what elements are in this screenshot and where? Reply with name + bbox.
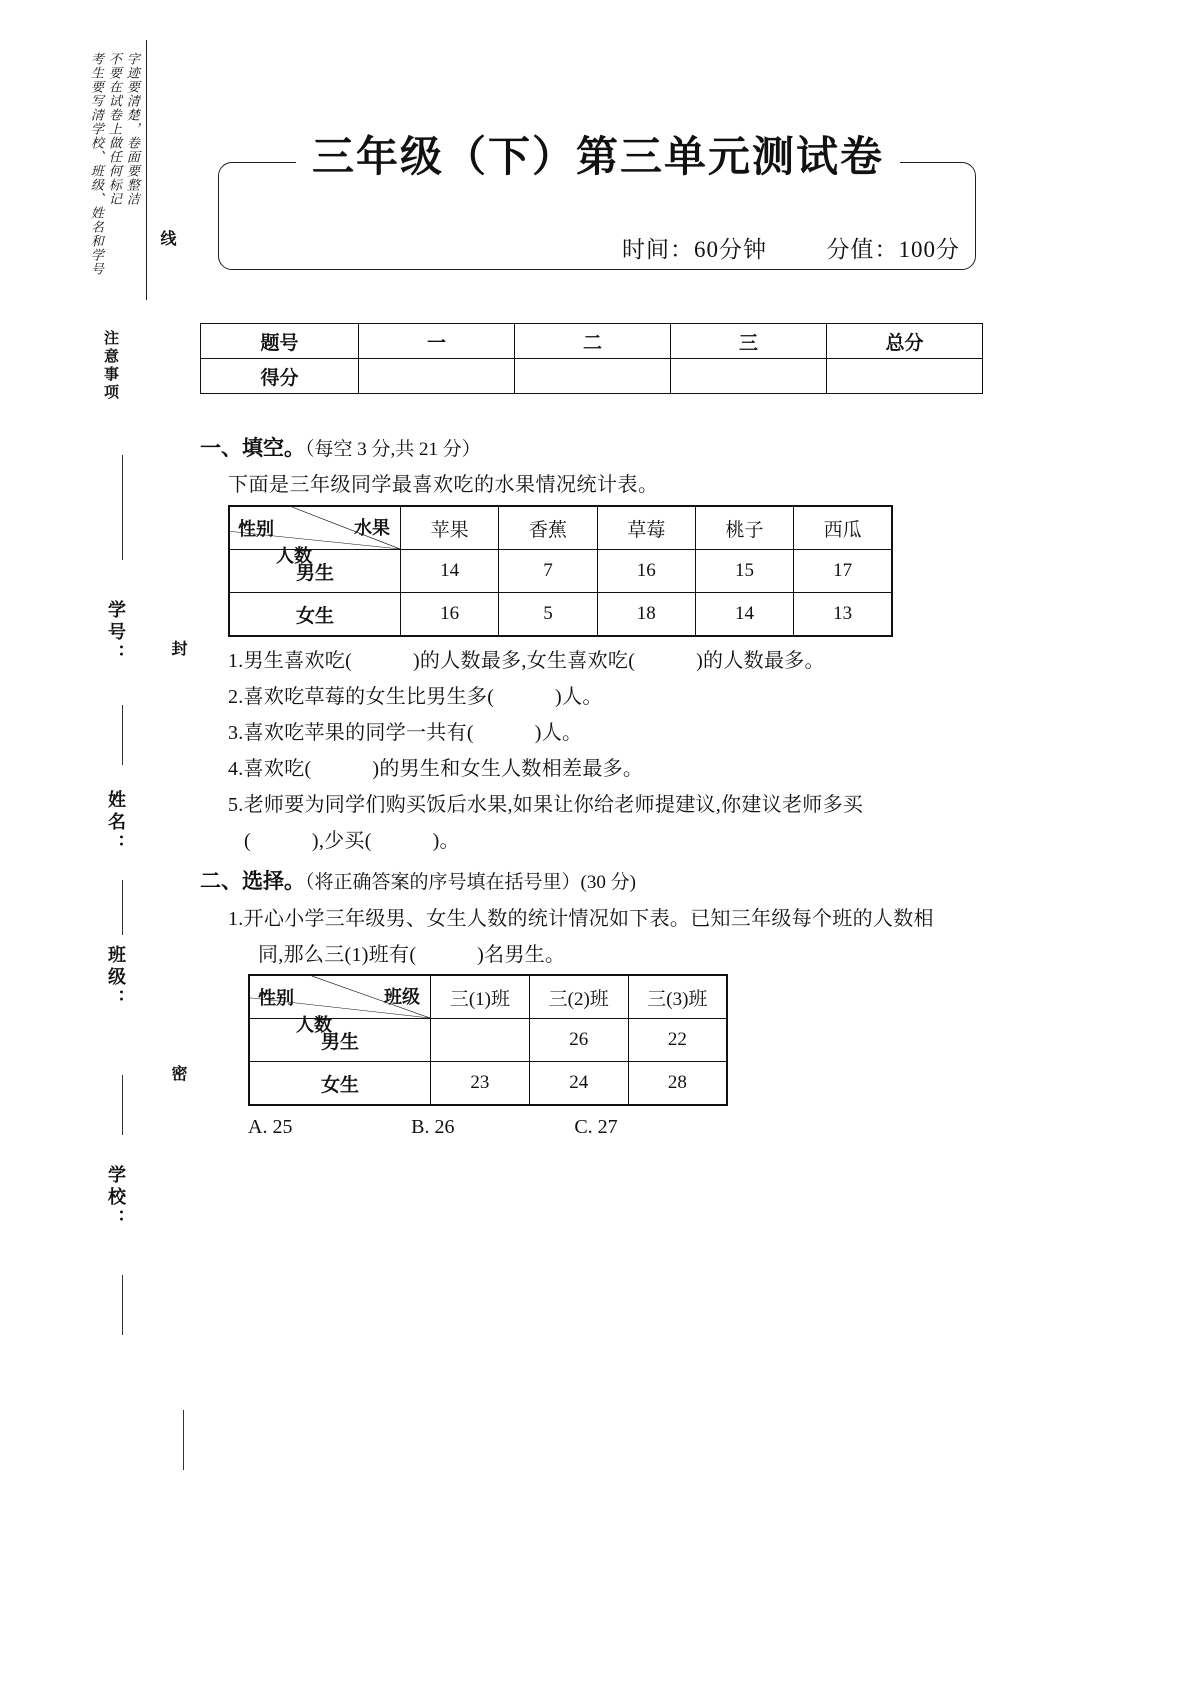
fruit-col-header-4: 西瓜 xyxy=(794,506,892,550)
seal-char-feng: 封 xyxy=(169,640,186,658)
section1-lead: 下面是三年级同学最喜欢吃的水果情况统计表。 xyxy=(228,474,659,496)
class-female-c1: 23 xyxy=(431,1062,530,1106)
section1-question-1: 1.男生喜欢吃( )的人数最多,女生喜欢吃( )的人数最多。 xyxy=(228,650,825,672)
corner-bottom-left-label: 性别 xyxy=(238,519,274,540)
class-female-c2: 24 xyxy=(529,1062,628,1106)
table-row xyxy=(249,1062,727,1106)
class-male-c1 xyxy=(431,1019,530,1062)
section1-question-5: 5.老师要为同学们购买饭后水果,如果让你给老师提建议,你建议老师多买 xyxy=(228,794,864,816)
fruit-stat-table xyxy=(228,505,893,637)
fruit-row-label-male: 男生 xyxy=(229,550,401,593)
fruit-female-strawberry: 18 xyxy=(597,593,695,637)
section1-heading xyxy=(200,432,990,462)
fruit-male-peach: 15 xyxy=(695,550,793,593)
fruit-female-banana: 5 xyxy=(499,593,597,637)
class-col-header-1: 三(2)班 xyxy=(529,975,628,1019)
table-row xyxy=(249,975,727,1019)
corner-top-right-label: 水果 xyxy=(354,518,390,539)
seal-char-mi: 密 xyxy=(169,1065,186,1083)
section1-question-3: 3.喜欢吃苹果的同学一共有( )人。 xyxy=(228,722,583,744)
class-male-c2: 26 xyxy=(529,1019,628,1062)
seal-char-line: 线 xyxy=(158,230,175,248)
score-blank-3[interactable] xyxy=(671,359,827,394)
page-title: 三年级（下）第三单元测试卷 xyxy=(296,128,900,186)
class-male-c3: 22 xyxy=(628,1019,727,1062)
fruit-col-header-0: 苹果 xyxy=(401,506,499,550)
paper-meta xyxy=(612,231,960,264)
section1-heading-sub: （每空 3 分,共 21 分） xyxy=(305,439,481,460)
corner-top-right-label: 班级 xyxy=(384,987,420,1008)
seal-dash-1 xyxy=(122,455,123,560)
notice-divider xyxy=(146,40,147,300)
score-blank-1[interactable] xyxy=(359,359,515,394)
table-row xyxy=(229,593,892,637)
section1-question-5-cont: ( ),少买( )。 xyxy=(244,830,460,852)
table-row xyxy=(229,506,892,550)
field-school: 学校： xyxy=(106,1165,126,1231)
class-col-header-2: 三(3)班 xyxy=(628,975,727,1019)
fruit-male-banana: 7 xyxy=(499,550,597,593)
section2-heading-sub: （将正确答案的序号填在括号里）(30 分) xyxy=(305,872,636,893)
section2-heading xyxy=(200,865,990,895)
left-margin-strip xyxy=(0,0,200,1684)
score-cell-2: 二 xyxy=(515,324,671,359)
score-cell-1: 一 xyxy=(359,324,515,359)
class-stat-table xyxy=(248,974,728,1106)
score-cell-total: 总分 xyxy=(827,324,983,359)
score-row-label: 题号 xyxy=(201,324,359,359)
notice-line-1: 考生要写清学校、班级、姓名和学号 xyxy=(88,52,104,276)
class-col-header-0: 三(1)班 xyxy=(431,975,530,1019)
fruit-row-label-female: 女生 xyxy=(229,593,401,637)
field-student-number: 学号： xyxy=(106,600,126,666)
section1-question-2: 2.喜欢吃草莓的女生比男生多( )人。 xyxy=(228,686,603,708)
field-name: 姓名： xyxy=(106,790,126,856)
option-c[interactable]: C. 27 xyxy=(574,1116,618,1138)
option-b[interactable]: B. 26 xyxy=(411,1116,455,1138)
corner-middle-label: 人数 xyxy=(276,546,312,567)
fruit-col-header-3: 桃子 xyxy=(695,506,793,550)
option-a[interactable]: A. 25 xyxy=(248,1116,293,1138)
score-label: 分值：100分 xyxy=(826,237,960,262)
notice-line-2: 不要在试卷上做任何标记 xyxy=(106,52,122,206)
fruit-male-apple: 14 xyxy=(401,550,499,593)
paper-content xyxy=(200,432,990,1139)
table-row xyxy=(229,550,892,593)
seal-dash-3 xyxy=(122,880,123,935)
notice-label: 注意事项 xyxy=(102,330,118,402)
notice-line-3: 字迹要清楚，卷面要整洁 xyxy=(124,52,140,206)
class-table-corner-cell xyxy=(249,975,431,1036)
score-cell-3: 三 xyxy=(671,324,827,359)
paper-title-block xyxy=(218,132,978,270)
fruit-female-watermelon: 13 xyxy=(794,593,892,637)
section2-heading-text: 二、选择。 xyxy=(200,869,305,893)
section1-question-4: 4.喜欢吃( )的男生和女生人数相差最多。 xyxy=(228,758,644,780)
section2-question-1-line1: 1.开心小学三年级男、女生人数的统计情况如下表。已知三年级每个班的人数相 xyxy=(228,908,934,930)
seal-dash-2 xyxy=(122,705,123,765)
corner-bottom-left-label: 性别 xyxy=(258,988,294,1009)
seal-dash-6 xyxy=(183,1410,184,1470)
class-row-label-female: 女生 xyxy=(249,1062,431,1106)
section1-heading-text: 一、填空。 xyxy=(200,436,305,460)
score-blank-total[interactable] xyxy=(827,359,983,394)
field-class: 班级： xyxy=(106,945,126,1011)
corner-middle-label: 人数 xyxy=(296,1015,332,1036)
fruit-col-header-2: 草莓 xyxy=(597,506,695,550)
section2-question-1-line2: 同,那么三(1)班有( )名男生。 xyxy=(258,944,566,966)
table-row xyxy=(201,359,983,394)
time-label: 时间：60分钟 xyxy=(622,237,767,262)
fruit-female-peach: 14 xyxy=(695,593,793,637)
section2-options xyxy=(248,1116,738,1139)
table-row xyxy=(201,324,983,359)
fruit-col-header-1: 香蕉 xyxy=(499,506,597,550)
class-row-label-male: 男生 xyxy=(249,1019,431,1062)
fruit-male-watermelon: 17 xyxy=(794,550,892,593)
fruit-male-strawberry: 16 xyxy=(597,550,695,593)
class-female-c3: 28 xyxy=(628,1062,727,1106)
fruit-table-corner-cell xyxy=(229,506,401,567)
score-row-label-2: 得分 xyxy=(201,359,359,394)
seal-dash-5 xyxy=(122,1275,123,1335)
score-table xyxy=(200,323,983,394)
score-blank-2[interactable] xyxy=(515,359,671,394)
seal-dash-4 xyxy=(122,1075,123,1135)
fruit-female-apple: 16 xyxy=(401,593,499,637)
